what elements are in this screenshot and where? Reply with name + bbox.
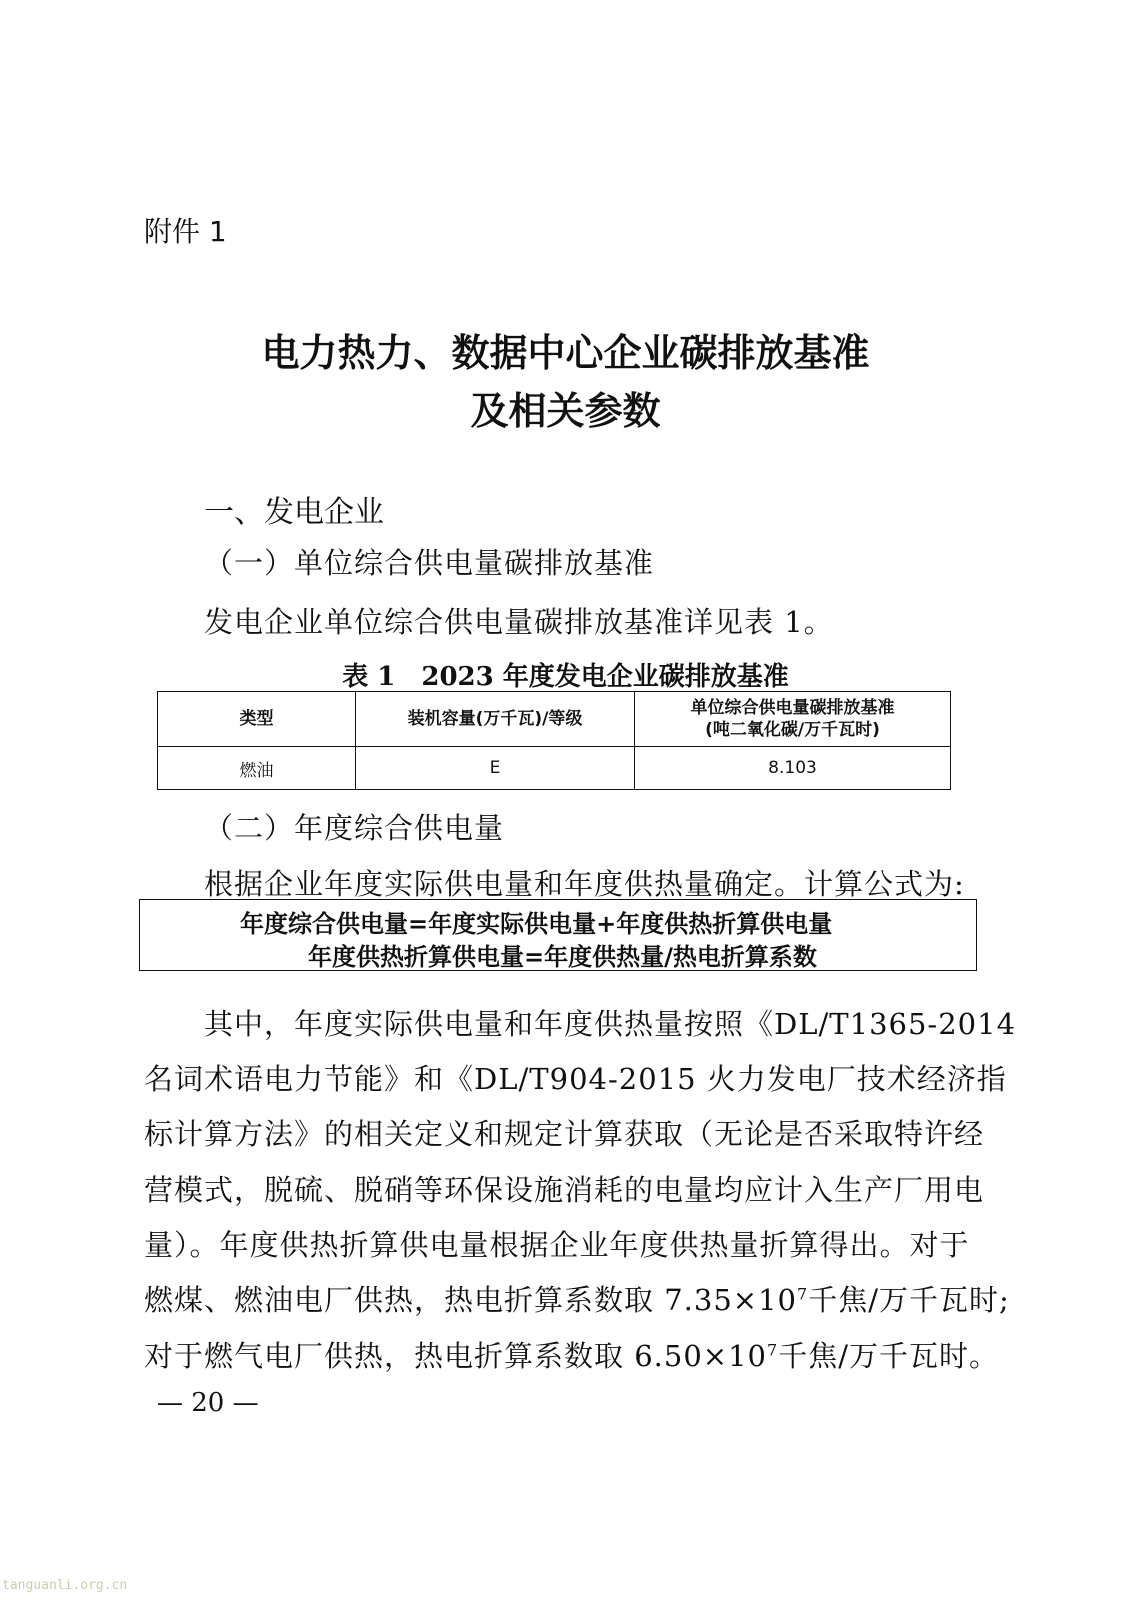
watermark: tanguanli.org.cn [2, 1578, 128, 1593]
unit-text: 千焦/万千瓦时。 [778, 1339, 999, 1373]
paragraph-line [144, 1278, 1010, 1319]
table-header-line: 单位综合供电量碳排放基准 [690, 698, 895, 718]
attachment-label: 附件 1 [144, 215, 227, 248]
subsection-heading-2: （二）年度综合供电量 [204, 811, 505, 845]
table-header-cell [635, 692, 951, 747]
exponent: 7 [797, 1284, 809, 1304]
formula-line-1: 年度综合供电量=年度实际供电量+年度供热折算供电量 [240, 910, 833, 938]
table-row [158, 747, 951, 790]
unit-text: 千焦/万千瓦时; [808, 1283, 1010, 1317]
paragraph-line: 名词术语电力节能》和《DL/T904-2015 火力发电厂技术经济指 [144, 1062, 1007, 1096]
subsection-text-2: 根据企业年度实际供电量和年度供热量确定。计算公式为: [204, 867, 965, 901]
table-cell: 8.103 [635, 747, 951, 790]
subsection-heading-1: （一）单位综合供电量碳排放基准 [204, 546, 655, 580]
table-cell: 燃油 [158, 747, 356, 790]
paragraph-line [144, 1334, 999, 1375]
paragraph-line: 营模式，脱硫、脱硝等环保设施消耗的电量均应计入生产厂用电 [144, 1173, 985, 1207]
emission-table [157, 691, 951, 790]
table-header-line: (吨二氧化碳/万千瓦时) [705, 720, 880, 740]
paragraph-line: 其中，年度实际供电量和年度供热量按照《DL/T1365-2014 [144, 1007, 1017, 1041]
subsection-text-1: 发电企业单位综合供电量碳排放基准详见表 1。 [204, 605, 834, 639]
paragraph-line: 量）。年度供热折算供电量根据企业年度供热量折算得出。对于 [144, 1228, 970, 1262]
formula-line-2: 年度供热折算供电量=年度供热量/热电折算系数 [308, 943, 817, 971]
table-cell: E [356, 747, 635, 790]
exponent: 7 [767, 1340, 779, 1360]
table-header-cell: 装机容量(万千瓦)/等级 [356, 692, 635, 747]
coefficient-text: 对于燃气电厂供热，热电折算系数取 6.50×10 [144, 1339, 767, 1373]
page-number: — 20 — [157, 1388, 259, 1418]
coefficient-text: 燃煤、燃油电厂供热，热电折算系数取 7.35×10 [144, 1283, 797, 1317]
document-title-line2: 及相关参数 [470, 389, 661, 433]
section-heading: 一、发电企业 [204, 495, 384, 530]
table-caption: 表 1 2023 年度发电企业碳排放基准 [342, 662, 789, 692]
paragraph-line: 标计算方法》的相关定义和规定计算获取（无论是否采取特许经 [144, 1117, 985, 1151]
table-header-cell: 类型 [158, 692, 356, 747]
document-title-line1: 电力热力、数据中心企业碳排放基准 [261, 331, 870, 375]
formula-box [139, 899, 977, 971]
table-header-row [158, 692, 951, 747]
